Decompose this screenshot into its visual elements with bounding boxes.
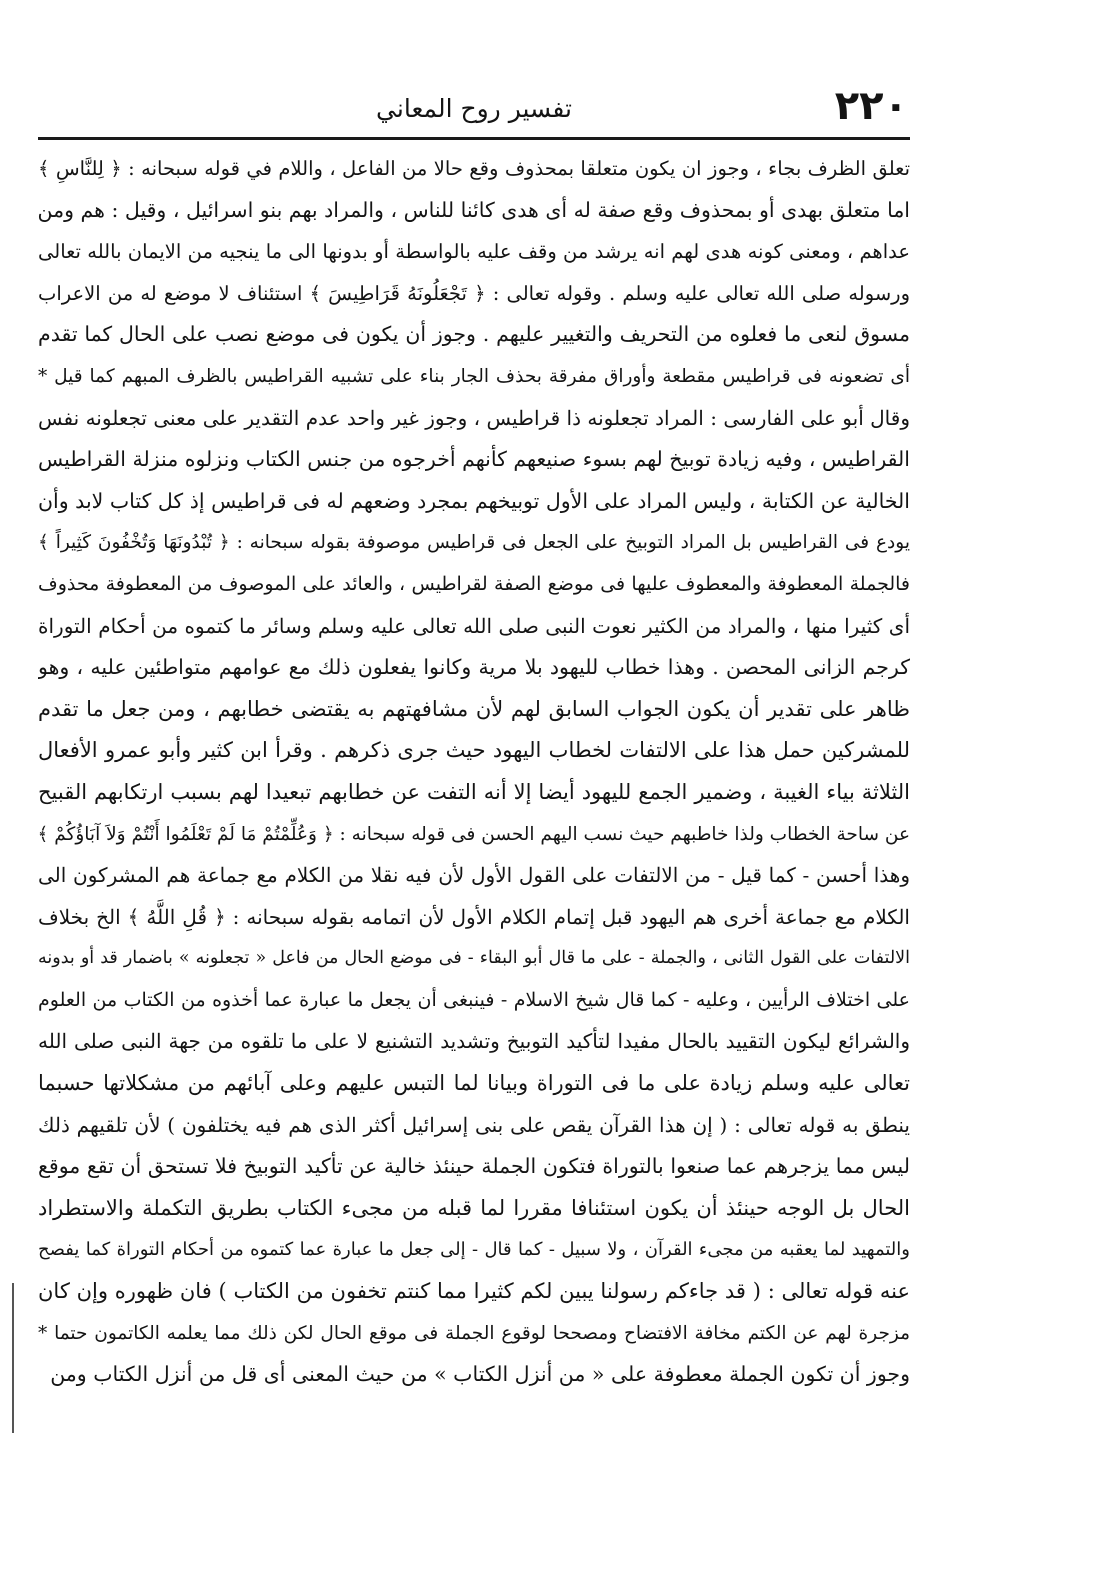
text-line: القراطيس ، وفيه زيادة توبيخ لهم بسوء صنيعهم كأنهم أخرجوه من جنس الكتاب ونزلوه منزلة القراطيس [38, 447, 910, 472]
text-line: الثلاثة بياء الغيبة ، وضمير الجمع لليهود أيضا إلا أنه التفت عن خطابهم تبعيدا لهم بسبب ارتكابهم القبيح [38, 779, 910, 804]
text-line: الالتفات على القول الثانى ، والجملة - على ما قال أبو البقاء - فى موضع الحال من فاعل « تجعلونه » باضمار قد أو بدونه [38, 948, 910, 969]
running-title: تفسير روح المعاني [376, 94, 572, 123]
text-line: اما متعلق بهدى أو بمحذوف وقع صفة له أى هدى كائنا للناس ، والمراد بهم بنو اسرائيل ، وقيل : هم ومن [38, 197, 910, 222]
text-line: ليس مما يزجرهم عما صنعوا بالتوراة فتكون الجملة حينئذ خالية عن تأكيد التوبيخ فلا تستحق أن تقع موقع [38, 1154, 910, 1179]
text-line: الكلام مع جماعة أخرى هم اليهود قبل إتمام الكلام الأول لأن اتمامه بقوله سبحانه : ﴿ قُلِ اللَّهُ ﴾ الخ بخلاف [38, 904, 910, 929]
text-line: عداهم ، ومعنى كونه هدى لهم انه يرشد من وقف عليه بالواسطة أو بدونها الى ما ينجيه من الايمان بالله تعالى [38, 240, 910, 264]
text-line: على اختلاف الرأيين ، وعليه - كما قال شيخ الاسلام - فينبغى أن يجعل ما عبارة عما أخذوه من الكتاب من العلوم [38, 988, 910, 1011]
text-line: مسوق لنعى ما فعلوه من التحريف والتغيير عليهم . وجوز أن يكون فى موضع نصب على الحال كما تقدم [38, 322, 910, 347]
text-line: والشرائع ليكون التقييد بالحال مفيدا لتأكيد التوبيخ وتشديد التشنيع لا على ما تلقوه من جهة النبى صلى الله [38, 1029, 910, 1054]
text-line: للمشركين حمل هذا على الالتفات لخطاب اليهود حيث جرى ذكرهم . وقرأ ابن كثير وأبو عمرو الأفعال [38, 738, 910, 763]
text-line: الخالية عن الكتابة ، وليس المراد على الأول توبيخهم بمجرد وضعهم له فى قراطيس إذ كل كتاب لابد وأن [38, 488, 910, 513]
text-line: عنه قوله تعالى : ( قد جاءكم رسولنا يبين لكم كثيرا مما كنتم تخفون من الكتاب ) فان ظهوره وإن كان [38, 1279, 910, 1304]
text-line: الحال بل الوجه حينئذ أن يكون استئنافا مقررا لما قبله من مجىء الكتاب بطريق التكملة والاستطراد [38, 1195, 910, 1220]
header-rule [38, 137, 910, 140]
text-line: وهذا أحسن - كما قيل - من الالتفات على القول الأول لأن فيه نقلا من الكلام مع جماعة هم المشركون الى [38, 863, 910, 888]
text-line: تعالى عليه وسلم زيادة على ما فى التوراة وبيانا لما التبس عليهم وعلى آبائهم من مشكلاتها حسبما [38, 1071, 910, 1096]
text-line: تعلق الظرف بجاء ، وجوز ان يكون متعلقا بمحذوف وقع حالا من الفاعل ، واللام في قوله سبحانه : ﴿ لِلنَّاسِ ﴾ [38, 157, 910, 180]
text-line: وقال أبو على الفارسى : المراد تجعلونه ذا قراطيس ، وجوز غير واحد عدم التقدير على معنى تجعلونه نفس [38, 405, 910, 430]
text-line: عن ساحة الخطاب ولذا خاطبهم حيث نسب اليهم الحسن فى قوله سبحانه : ﴿ وَعُلِّمْتُمْ مَا لَمْ تَعْلَمُوا أَنْتُمْ وَلاَ آبَاؤُكُمْ ﴾ [38, 823, 910, 845]
text-line: كرجم الزانى المحصن . وهذا خطاب لليهود بلا مرية وكانوا يفعلون ذلك مع عوامهم متواطئين عليه ، وهو [38, 655, 910, 680]
text-line: مزجرة لهم عن الكتم مخافة الافتضاح ومصححا لوقوع الجملة فى موقع الحال لكن ذلك مما يعلمه الكاتمون حتما * [38, 1322, 910, 1344]
page-number: ٢٢٠ [834, 83, 908, 129]
text-line: ورسوله صلى الله تعالى عليه وسلم . وقوله تعالى : ﴿ تَجْعَلُونَهُ قَرَاطِيسَ ﴾ استئناف لا موضع له من الاعراب [38, 281, 910, 305]
text-line: وجوز أن تكون الجملة معطوفة على « من أنزل الكتاب » من حيث المعنى أى قل من أنزل الكتاب ومن [50, 1362, 910, 1387]
margin-mark [12, 1283, 14, 1433]
text-line: ينطق به قوله تعالى : ( إن هذا القرآن يقص على بنى إسرائيل أكثر الذى هم فيه يختلفون ) لأن تلقيهم ذلك [38, 1112, 910, 1137]
text-line: والتمهيد لما يعقبه من مجىء القرآن ، ولا سبيل - كما قال - إلى جعل ما عبارة عما كتموه من أحكام التوراة كما يفصح [38, 1239, 910, 1261]
text-line: أى كثيرا منها ، والمراد من الكثير نعوت النبى صلى الله تعالى عليه وسلم وسائر ما كتموه من أحكام التوراة [38, 613, 910, 638]
text-line: ظاهر على تقدير أن يكون الجواب السابق لهم لأن مشافهتهم به يقتضى خطابهم ، ومن جعل ما تقدم [38, 696, 910, 721]
body-text [38, 148, 910, 1396]
text-line: يودع فى القراطيس بل المراد التوبيخ على الجعل فى قراطيس موصوفة بقوله سبحانه : ﴿ تُبْدُونَهَا وَتُخْفُونَ كَثِيراً ﴾ [38, 532, 910, 554]
text-line: أى تضعونه فى قراطيس مقطعة وأوراق مفرقة بحذف الجار بناء على تشبيه القراطيس بالظرف المبهم كما قيل * [38, 365, 910, 387]
text-line: فالجملة المعطوفة والمعطوف عليها فى موضع الصفة لقراطيس ، والعائد على الموصوف من المعطوفة محذوف [38, 572, 910, 595]
page-header [40, 83, 908, 130]
